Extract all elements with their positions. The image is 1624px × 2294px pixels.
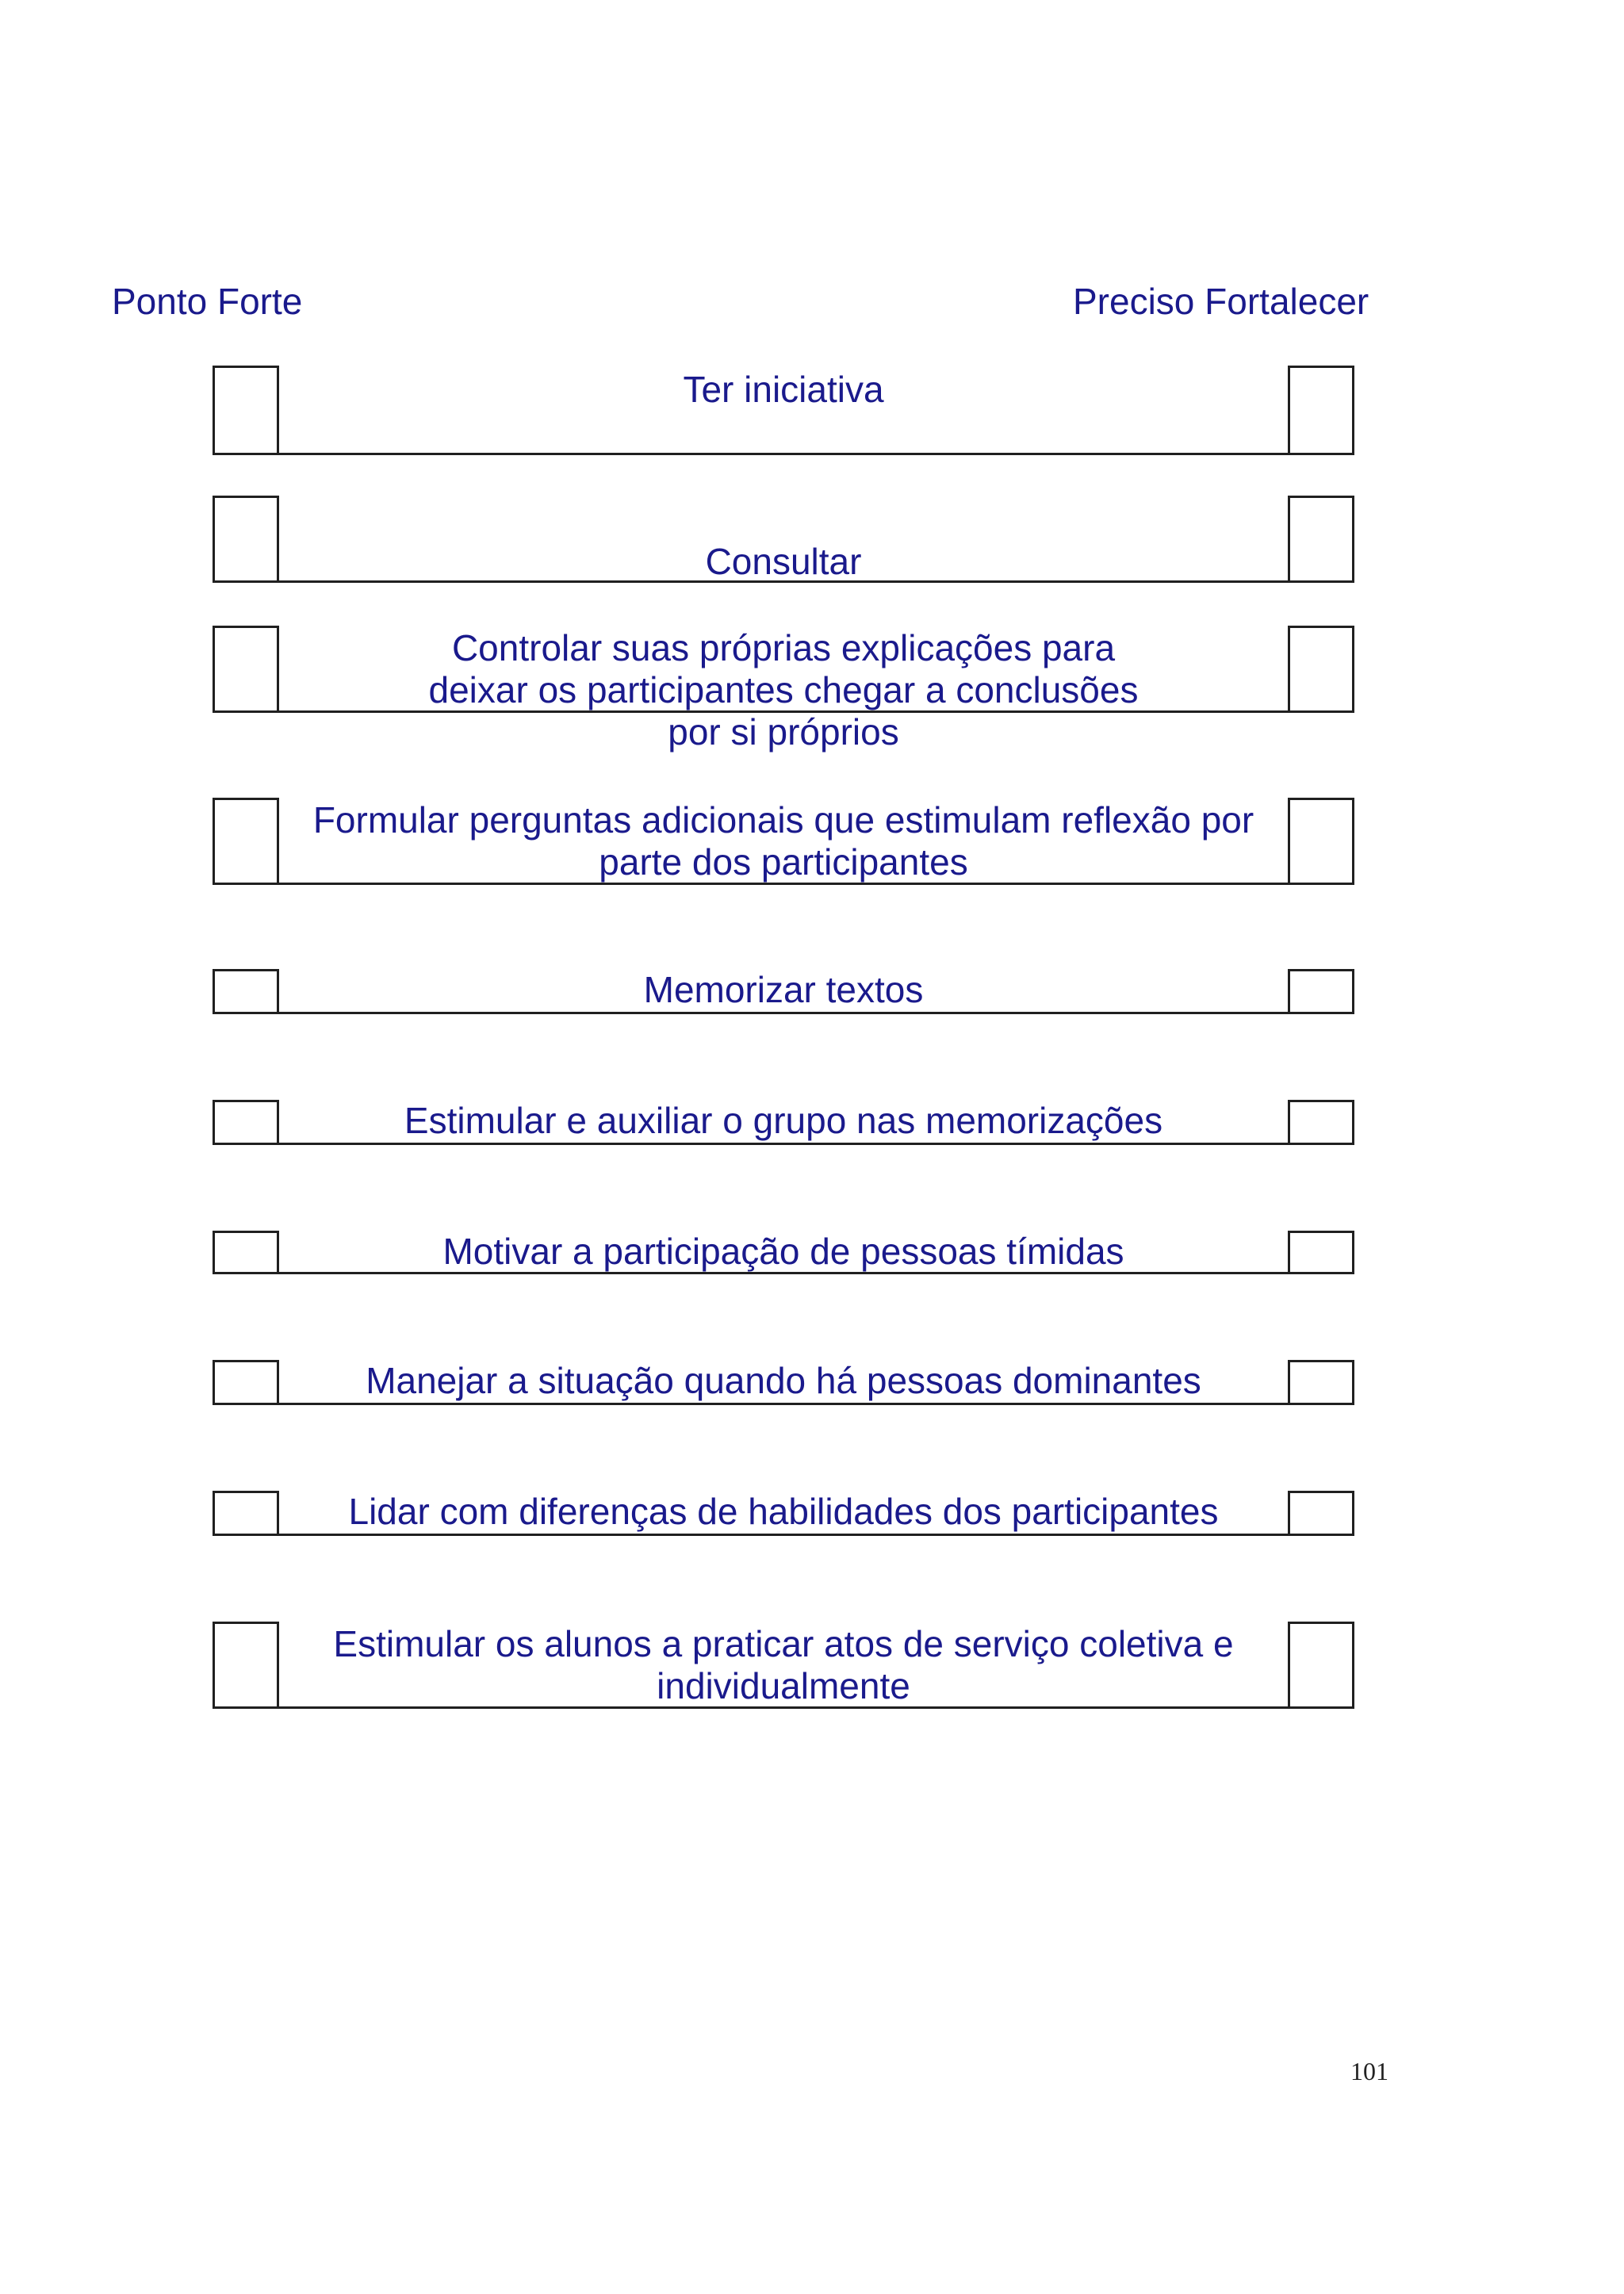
- ponto-forte-checkbox[interactable]: [213, 496, 279, 583]
- assessment-row: [213, 496, 1364, 583]
- ponto-forte-checkbox[interactable]: [213, 969, 279, 1014]
- ponto-forte-checkbox[interactable]: [213, 626, 279, 713]
- row-label: Formular perguntas adicionais que estimulam reflexão por parte dos participantes: [312, 799, 1254, 883]
- ponto-forte-checkbox[interactable]: [213, 1231, 279, 1274]
- preciso-fortalecer-checkbox[interactable]: [1288, 798, 1354, 885]
- row-underline: [277, 1143, 1290, 1145]
- row-label: Manejar a situação quando há pessoas dominantes: [366, 1360, 1201, 1401]
- row-underline: [277, 1012, 1290, 1014]
- assessment-row: [213, 1622, 1364, 1709]
- row-label: Controlar suas próprias explicações para deixar os participantes chegar a conclusões por si próprios: [428, 627, 1139, 753]
- row-label: Ter iniciativa: [683, 369, 884, 410]
- row-label: Motivar a participação de pessoas tímidas: [442, 1231, 1124, 1272]
- assessment-row: [213, 1100, 1364, 1145]
- preciso-fortalecer-checkbox[interactable]: [1288, 1100, 1354, 1145]
- preciso-fortalecer-checkbox[interactable]: [1288, 969, 1354, 1014]
- assessment-row: [213, 1360, 1364, 1405]
- preciso-fortalecer-checkbox[interactable]: [1288, 1491, 1354, 1536]
- ponto-forte-checkbox[interactable]: [213, 1100, 279, 1145]
- assessment-row: [213, 1231, 1364, 1274]
- preciso-fortalecer-checkbox[interactable]: [1288, 1360, 1354, 1405]
- row-underline: [277, 1534, 1290, 1536]
- row-label: Estimular e auxiliar o grupo nas memorizações: [404, 1100, 1163, 1141]
- row-label: Consultar: [705, 541, 862, 582]
- assessment-row: [213, 798, 1364, 885]
- page-number: 101: [1350, 2057, 1388, 2085]
- ponto-forte-checkbox[interactable]: [213, 366, 279, 455]
- assessment-row: [213, 1491, 1364, 1536]
- ponto-forte-checkbox[interactable]: [213, 1360, 279, 1405]
- preciso-fortalecer-checkbox[interactable]: [1288, 366, 1354, 455]
- row-underline: [277, 453, 1290, 455]
- preciso-fortalecer-checkbox[interactable]: [1288, 626, 1354, 713]
- assessment-row: [213, 626, 1364, 753]
- row-label: Lidar com diferenças de habilidades dos participantes: [348, 1491, 1219, 1532]
- row-label: Estimular os alunos a praticar atos de serviço coletiva e individualmente: [333, 1623, 1234, 1706]
- row-label: Memorizar textos: [643, 969, 924, 1010]
- ponto-forte-checkbox[interactable]: [213, 1491, 279, 1536]
- row-underline: [277, 1403, 1290, 1405]
- assessment-row: [213, 366, 1364, 455]
- header-preciso-fortalecer: Preciso Fortalecer: [1073, 281, 1369, 322]
- header-ponto-forte: Ponto Forte: [112, 281, 303, 322]
- ponto-forte-checkbox[interactable]: [213, 798, 279, 885]
- assessment-row: [213, 969, 1364, 1014]
- preciso-fortalecer-checkbox[interactable]: [1288, 1231, 1354, 1274]
- preciso-fortalecer-checkbox[interactable]: [1288, 496, 1354, 583]
- preciso-fortalecer-checkbox[interactable]: [1288, 1622, 1354, 1709]
- ponto-forte-checkbox[interactable]: [213, 1622, 279, 1709]
